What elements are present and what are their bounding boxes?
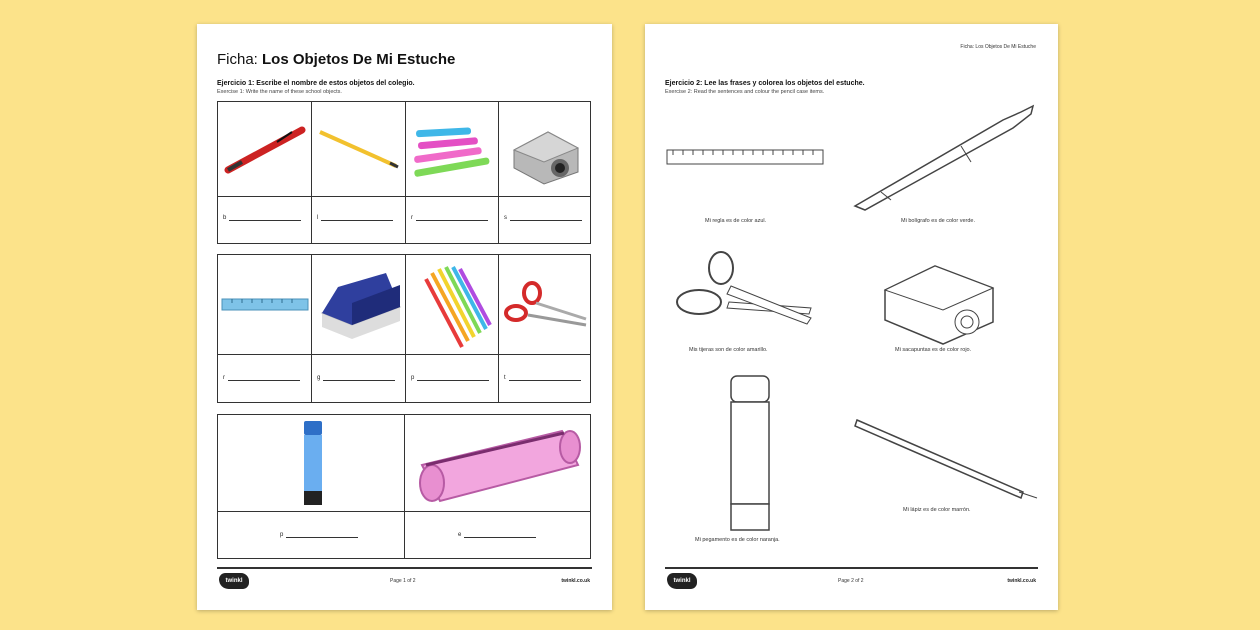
pen-icon xyxy=(222,122,308,177)
exercise-1-subtitle: Exercise 1: Write the name of these school objects. xyxy=(217,89,342,95)
page-number: Page 1 of 2 xyxy=(390,578,416,584)
footer-url: twinkl.co.uk xyxy=(561,578,590,584)
caption-pencil: Mi lápiz es de color marrón. xyxy=(903,507,971,513)
objects-grid-1 xyxy=(217,101,591,244)
objects-grid-3 xyxy=(217,414,591,559)
blank-answer[interactable]: r xyxy=(223,375,300,381)
glue-stick-icon xyxy=(300,419,326,509)
highlighters-icon xyxy=(410,124,496,179)
pencil-icon xyxy=(853,414,1039,502)
blank-answer[interactable]: g xyxy=(317,375,395,381)
blank-answer[interactable]: s xyxy=(504,215,582,221)
caption-scissors: Mis tijeras son de color amarillo. xyxy=(689,347,768,353)
blank-answer[interactable]: e xyxy=(458,532,536,538)
objects-grid-2 xyxy=(217,254,591,403)
blank-answer[interactable]: b xyxy=(223,215,301,221)
page-number: Page 2 of 2 xyxy=(838,578,864,584)
exercise-1-title: Ejercicio 1: Escribe el nombre de estos objetos del colegio. xyxy=(217,80,415,87)
pen-icon xyxy=(851,100,1037,212)
caption-glue: Mi pegamento es de color naranja. xyxy=(695,537,780,543)
worksheet-page-1 xyxy=(197,24,612,610)
coloured-pencils-icon xyxy=(414,261,494,353)
worksheet-page-2 xyxy=(645,24,1058,610)
ruler-icon xyxy=(667,148,823,168)
blank-answer[interactable]: r xyxy=(411,215,488,221)
exercise-2-title: Ejercicio 2: Lee las frases y colorea los objetos del estuche. xyxy=(665,80,865,87)
sharpener-icon xyxy=(881,260,999,344)
caption-pen: Mi bolígrafo es de color verde. xyxy=(901,218,975,224)
footer-divider xyxy=(665,567,1038,569)
caption-ruler: Mi regla es de color azul. xyxy=(705,218,767,224)
footer-divider xyxy=(217,567,592,569)
sharpener-icon xyxy=(508,122,584,184)
page-header: Ficha: Los Objetos De Mi Estuche xyxy=(960,44,1036,50)
exercise-2-subtitle: Exercise 2: Read the sentences and colour the pencil case items. xyxy=(665,89,825,95)
glue-stick-icon xyxy=(727,374,773,534)
pencil-case-icon xyxy=(412,423,586,507)
pencil-icon xyxy=(316,126,402,171)
blank-answer[interactable]: t xyxy=(504,375,581,381)
eraser-icon xyxy=(318,273,402,339)
page-title: Ficha: Los Objetos De Mi Estuche xyxy=(217,51,456,68)
caption-sharpener: Mi sacapuntas es de color rojo. xyxy=(895,347,972,353)
blank-answer[interactable]: p xyxy=(411,375,489,381)
blank-answer[interactable]: p xyxy=(280,532,358,538)
twinkl-logo: twinkl xyxy=(667,573,697,589)
twinkl-logo: twinkl xyxy=(219,573,249,589)
blank-answer[interactable]: l xyxy=(317,215,393,221)
ruler-icon xyxy=(222,297,308,313)
scissors-icon xyxy=(673,250,813,332)
scissors-icon xyxy=(502,279,590,335)
footer-url: twinkl.co.uk xyxy=(1007,578,1036,584)
